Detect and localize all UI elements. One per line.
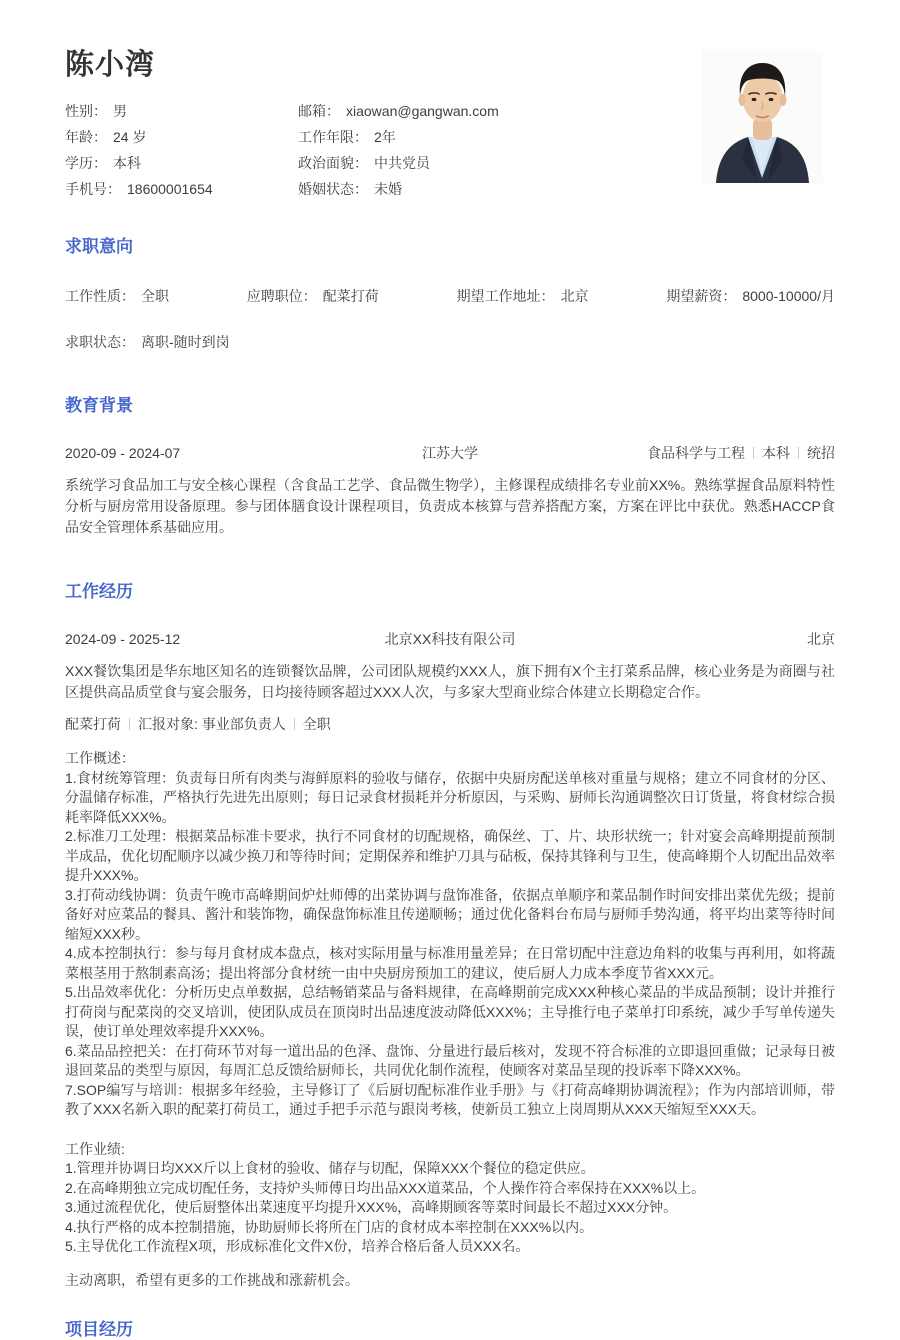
- education-description: 系统学习食品加工与安全核心课程（含食品工艺学、食品微生物学），主修课程成绩排名专业前XX%。熟练掌握食品原料特性分析与厨房常用设备原理。参与团体膳食设计课程项目，负责成本核算与营养搭配方案，方案在评比中获优。熟悉HACCP食品安全管理体系基础应用。: [65, 477, 835, 535]
- work-achievements-label: 工作业绩:: [65, 1140, 125, 1157]
- separator: [294, 718, 295, 730]
- work-achievement-item: 3.通过流程优化，使后厨整体出菜速度平均提升XXX%，高峰期顾客等菜时间最长不超过XXX分钟。: [65, 1199, 678, 1215]
- work-meta-row: [65, 629, 835, 649]
- work-overview-item: 1.食材统筹管理：负责每日所有肉类与海鲜原料的验收与储存，依据中央厨房配送单核对重量与规格；建立不同食材的分区、分温储存标准，严格执行先进先出原则；每日记录食材损耗并分析原因，与采购、厨师长沟通调整次日订货量，将食材综合损耗率降低XXX%。: [65, 769, 835, 825]
- section-title-job-intent: 求职意向: [65, 237, 133, 256]
- section-work-experience: [65, 582, 835, 1290]
- education-degree-info: [478, 443, 835, 463]
- work-overview-label: 工作概述：: [65, 750, 135, 766]
- leave-reason: 主动离职，希望有更多的工作挑战和涨薪机会。: [65, 1271, 359, 1288]
- field-age: 年龄： 24 岁: [65, 129, 147, 145]
- education-major: 食品科学与工程: [647, 445, 745, 461]
- intent-location: 期望工作地址： 北京: [456, 288, 589, 304]
- field-political-status: 政治面貌： 中共党员: [298, 155, 430, 171]
- report-to: 汇报对象: 事业部负责人: [138, 716, 286, 732]
- work-overview-item: 5.出品效率优化：分析历史点单数据，总结畅销菜品与备料规律，在高峰期前完成XXX种核心菜品的半成品预制；设计并推行打荷岗与配菜岗的交叉培训，使团队成员在顶岗时出品速度波动降低XXX%；主导推行电子菜单打印系统，减少手写单传递失误，使订单处理效率提升XXX%。: [65, 984, 835, 1039]
- intent-job-nature: 工作性质： 全职: [65, 288, 169, 304]
- section-title-project: 项目经历: [65, 1320, 133, 1339]
- education-period: 2020-09 - 2024-07: [65, 445, 181, 461]
- work-achievement-item: 5.主导优化工作流程X项，形成标准化文件X份，培养合格后备人员XXX名。: [65, 1238, 530, 1254]
- work-period: 2024-09 - 2025-12: [65, 631, 181, 647]
- work-achievement-item: 2.在高峰期独立完成切配任务，支持炉头师傅日均出品XXX道菜品，个人操作符合率保持在XXX%以上。: [65, 1179, 706, 1196]
- education-meta-row: [65, 443, 835, 463]
- intent-position: 应聘职位： 配菜打荷: [246, 288, 379, 304]
- candidate-name: 陈小湾: [65, 49, 156, 81]
- education-school: 江苏大学: [422, 445, 478, 461]
- candidate-photo-illustration: [702, 50, 823, 183]
- work-overview-item: 2.标准刀工处理：根据菜品标准卡要求，执行不同食材的切配规格，确保丝、丁、片、块形状统一；针对宴会高峰期提前预制半成品，优化切配顺序以减少换刀和等待时间；定期保养和维护刀具与砧板，保持其锋利与卫生，使高峰期个人切配出品效率提升XXX%。: [65, 828, 835, 883]
- job-seeking-status: 求职状态： 离职-随时到岗: [65, 334, 230, 350]
- work-achievements: [65, 1140, 835, 1257]
- work-overview-item: 3.打荷动线协调：负责午晚市高峰期间炉灶师傅的出菜协调与盘饰准备，依据点单顺序和菜品制作时间安排出菜优先级；提前备好对应菜品的餐具、酱汁和装饰物，确保盘饰标准且传递顺畅；通过优化备料台布局与厨师手势沟通，将平均出菜等待时间缩短XXX秒。: [65, 886, 835, 942]
- section-title-work: 工作经历: [65, 582, 133, 601]
- section-job-intent: [65, 237, 835, 352]
- work-achievement-item: 1.管理并协调日均XXX斤以上食材的验收、储存与切配，保障XXX个餐位的稳定供应。: [65, 1160, 595, 1176]
- work-overview-item: 7.SOP编写与培训：根据多年经验，主导修订了《后厨切配标准作业手册》与《打荷高峰期协调流程》；作为内部培训师，带教了XXX名新入职的配菜打荷员工，通过手把手示范与跟岗考核，使新员工独立上岗周期从XXX天缩短至XXX天。: [65, 1081, 835, 1117]
- education-enrollment: 统招: [807, 445, 835, 461]
- work-company: 北京XX科技有限公司: [384, 631, 516, 647]
- work-location: 北京: [807, 631, 835, 647]
- position-title: 配菜打荷: [65, 716, 121, 732]
- work-overview-item: 4.成本控制执行：参与每月食材成本盘点，核对实际用量与标准用量差异；在日常切配中注意边角料的收集与再利用，如将蔬菜根茎用于熬制素高汤；提出将部分食材统一由中央厨房预加工的建议，使后厨人力成本季度节省XXX元。: [65, 945, 835, 981]
- section-project-experience: [65, 1320, 835, 1340]
- section-title-education: 教育背景: [65, 396, 133, 415]
- position-row: [65, 714, 835, 734]
- work-achievement-item: 4.执行严格的成本控制措施，协助厨师长将所在门店的食材成本率控制在XXX%以内。: [65, 1218, 594, 1235]
- field-email: 邮箱： xiaowan@gangwan.com: [298, 103, 499, 119]
- field-education: 学历： 本科: [65, 155, 141, 171]
- field-gender: 性别： 男: [65, 103, 127, 119]
- work-overview: [65, 749, 835, 1120]
- separator: [798, 447, 799, 459]
- education-degree: 本科: [762, 445, 790, 461]
- separator: [753, 447, 754, 459]
- work-overview-item: 6.菜品品控把关：在打荷环节对每一道出品的色泽、盘饰、分量进行最后核对，发现不符合标准的立即退回重做；记录每日被退回菜品的类型与原因，每周汇总反馈给厨师长，共同优化制作流程，使顾客对菜品呈现的投诉率下降XXX%。: [65, 1042, 835, 1078]
- job-intent-row: [65, 286, 835, 306]
- job-type: 全职: [302, 716, 331, 732]
- separator: [129, 718, 130, 730]
- intent-salary: 期望薪资： 8000-10000/月: [666, 288, 835, 304]
- field-work-years: 工作年限： 2年: [298, 129, 396, 145]
- field-marital-status: 婚姻状态： 未婚: [298, 181, 402, 197]
- section-education: [65, 396, 835, 538]
- company-intro: XXX餐饮集团是华东地区知名的连锁餐饮品牌，公司团队规模约XXX人，旗下拥有X个主打菜系品牌，核心业务是为商圈与社区提供高品质堂食与宴会服务，日均接待顾客超过XXX人次，与多家大型商业综合体建立长期稳定合作。: [65, 663, 835, 700]
- field-phone: 手机号： 18600001654: [65, 181, 213, 197]
- candidate-photo: [702, 50, 823, 183]
